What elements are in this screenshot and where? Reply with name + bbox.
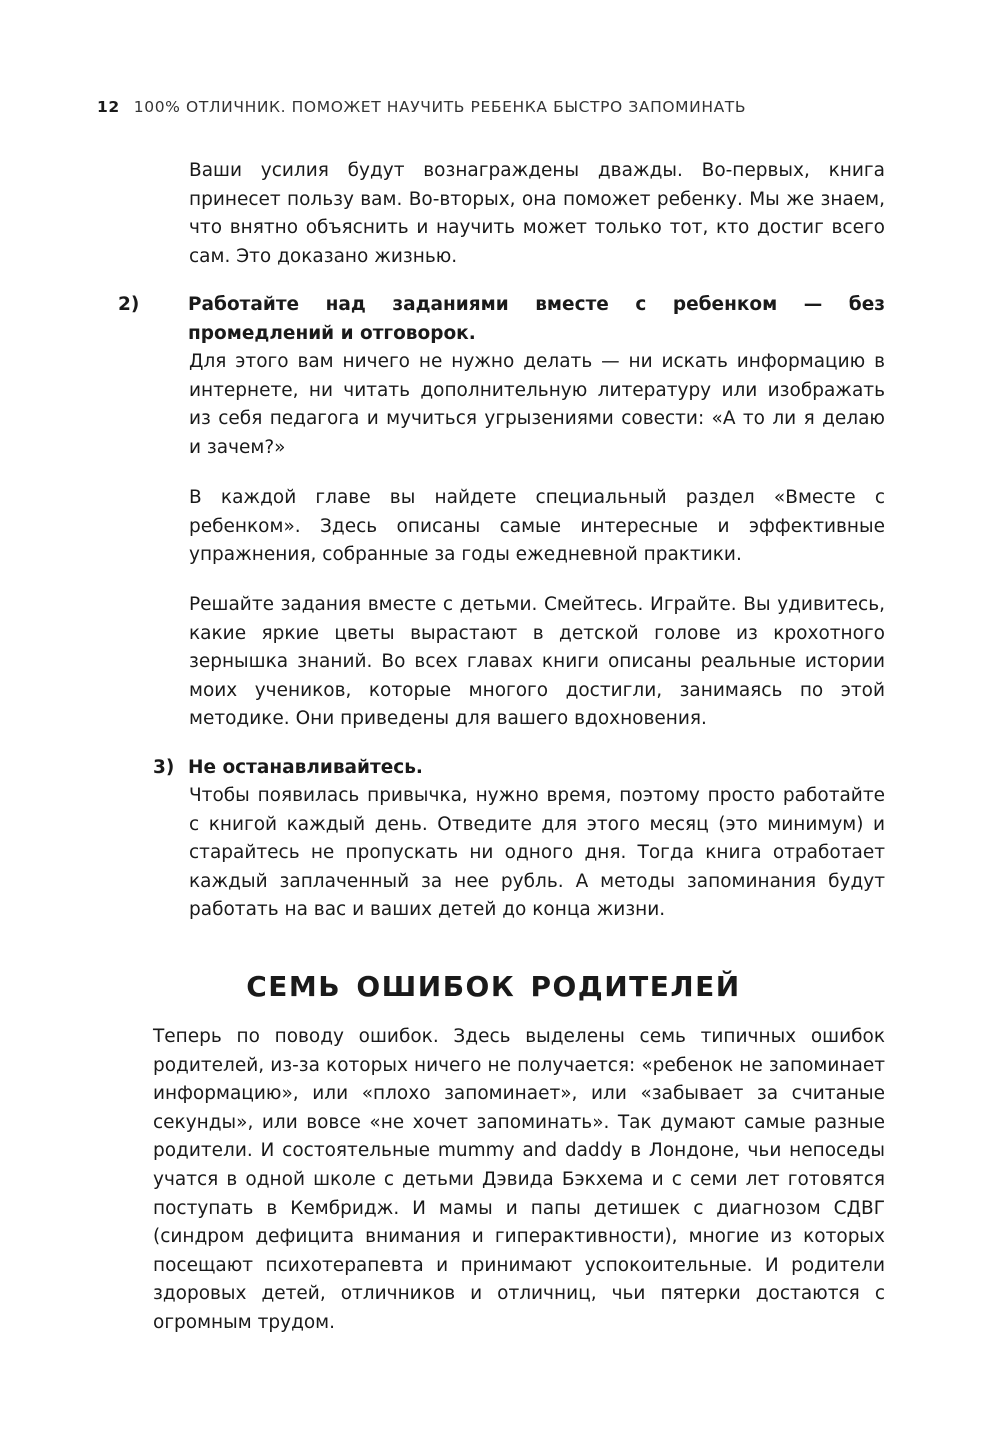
- running-header: [97, 98, 746, 116]
- item-3-title: Не останавливайтесь.: [188, 757, 423, 778]
- section-paragraph-block: [153, 1023, 885, 1338]
- section-heading: СЕМЬ ОШИБОК РОДИТЕЛЕЙ: [246, 970, 741, 1003]
- item-2-para-1-block: [189, 348, 885, 462]
- intro-paragraph: Ваши усилия будут вознаграждены дважды. Во-первых, книга принесет пользу вам. Во-вторых, она поможет ребенку. Мы же знаем, что внятно объяснить и научить может только тот, кто достиг всего сам. Это доказано жизнью.: [189, 160, 885, 267]
- item-3-paragraph: Чтобы появилась привычка, нужно время, поэтому просто работайте с книгой каждый день. Отведите для этого месяц (это минимум) и старайтесь не пропускать ни одного дня. Тогда книга отработает каждый заплаченный за нее рубль. А методы запоминания будут работать на вас и ваших детей до конца жизни.: [189, 785, 885, 921]
- item-2-para-3-block: [189, 591, 885, 734]
- item-2-paragraph: Решайте задания вместе с детьми. Смейтесь. Играйте. Вы удивитесь, какие яркие цветы вырастают в детской голове из крохотного зернышка знаний. Во всех главах книги описаны реальные истории моих учеников, которые многого достигли, занимаясь по этой методике. Они приведены для вашего вдохновения.: [189, 594, 885, 730]
- item-2-paragraph: Для этого вам ничего не нужно делать — ни искать информацию в интернете, ни читать дополнительную литературу или изображать из себя педагога и мучиться угрызениями совести: «А то ли я делаю и зачем?»: [189, 351, 885, 458]
- item-3-para-block: [189, 782, 885, 925]
- item-3-heading: [153, 754, 423, 783]
- item-2-para-2-block: [189, 484, 885, 570]
- item-2-marker: 2): [118, 294, 140, 315]
- intro-block: [189, 157, 885, 271]
- item-2-title: Работайте над заданиями вместе с ребенком — без промедлений и отговорок.: [188, 294, 885, 344]
- page-number: 12: [97, 98, 120, 116]
- section-paragraph: Теперь по поводу ошибок. Здесь выделены семь типичных ошибок родителей, из-за которых ничего не получается: «ребенок не запоминает информацию», или «плохо запоминает», или «забывает за считаные секунды», или вовсе «не хочет запоминать». Так думают самые разные родители. И состоятельные mummy and daddy в Лондоне, чьи непоседы учатся в одной школе с детьми Дэвида Бэкхема и с семи лет готовятся поступать в Кембридж. И мамы и папы детишек с диагнозом СДВГ (синдром дефицита внимания и гиперактивности), многие из которых посещают психотерапевта и принимают успокоительные. И родители здоровых детей, отличников и отличниц, чьи пятерки достаются с огромным трудом.: [153, 1026, 885, 1333]
- item-2-paragraph: В каждой главе вы найдете специальный раздел «Вместе с ребенком». Здесь описаны самые интересные и эффективные упражнения, собранные за годы ежедневной практики.: [189, 487, 885, 566]
- item-2-heading: [118, 291, 885, 348]
- item-3-marker: 3): [153, 757, 175, 778]
- book-title: 100% ОТЛИЧНИК. ПОМОЖЕТ НАУЧИТЬ РЕБЕНКА БЫСТРО ЗАПОМИНАТЬ: [133, 98, 747, 116]
